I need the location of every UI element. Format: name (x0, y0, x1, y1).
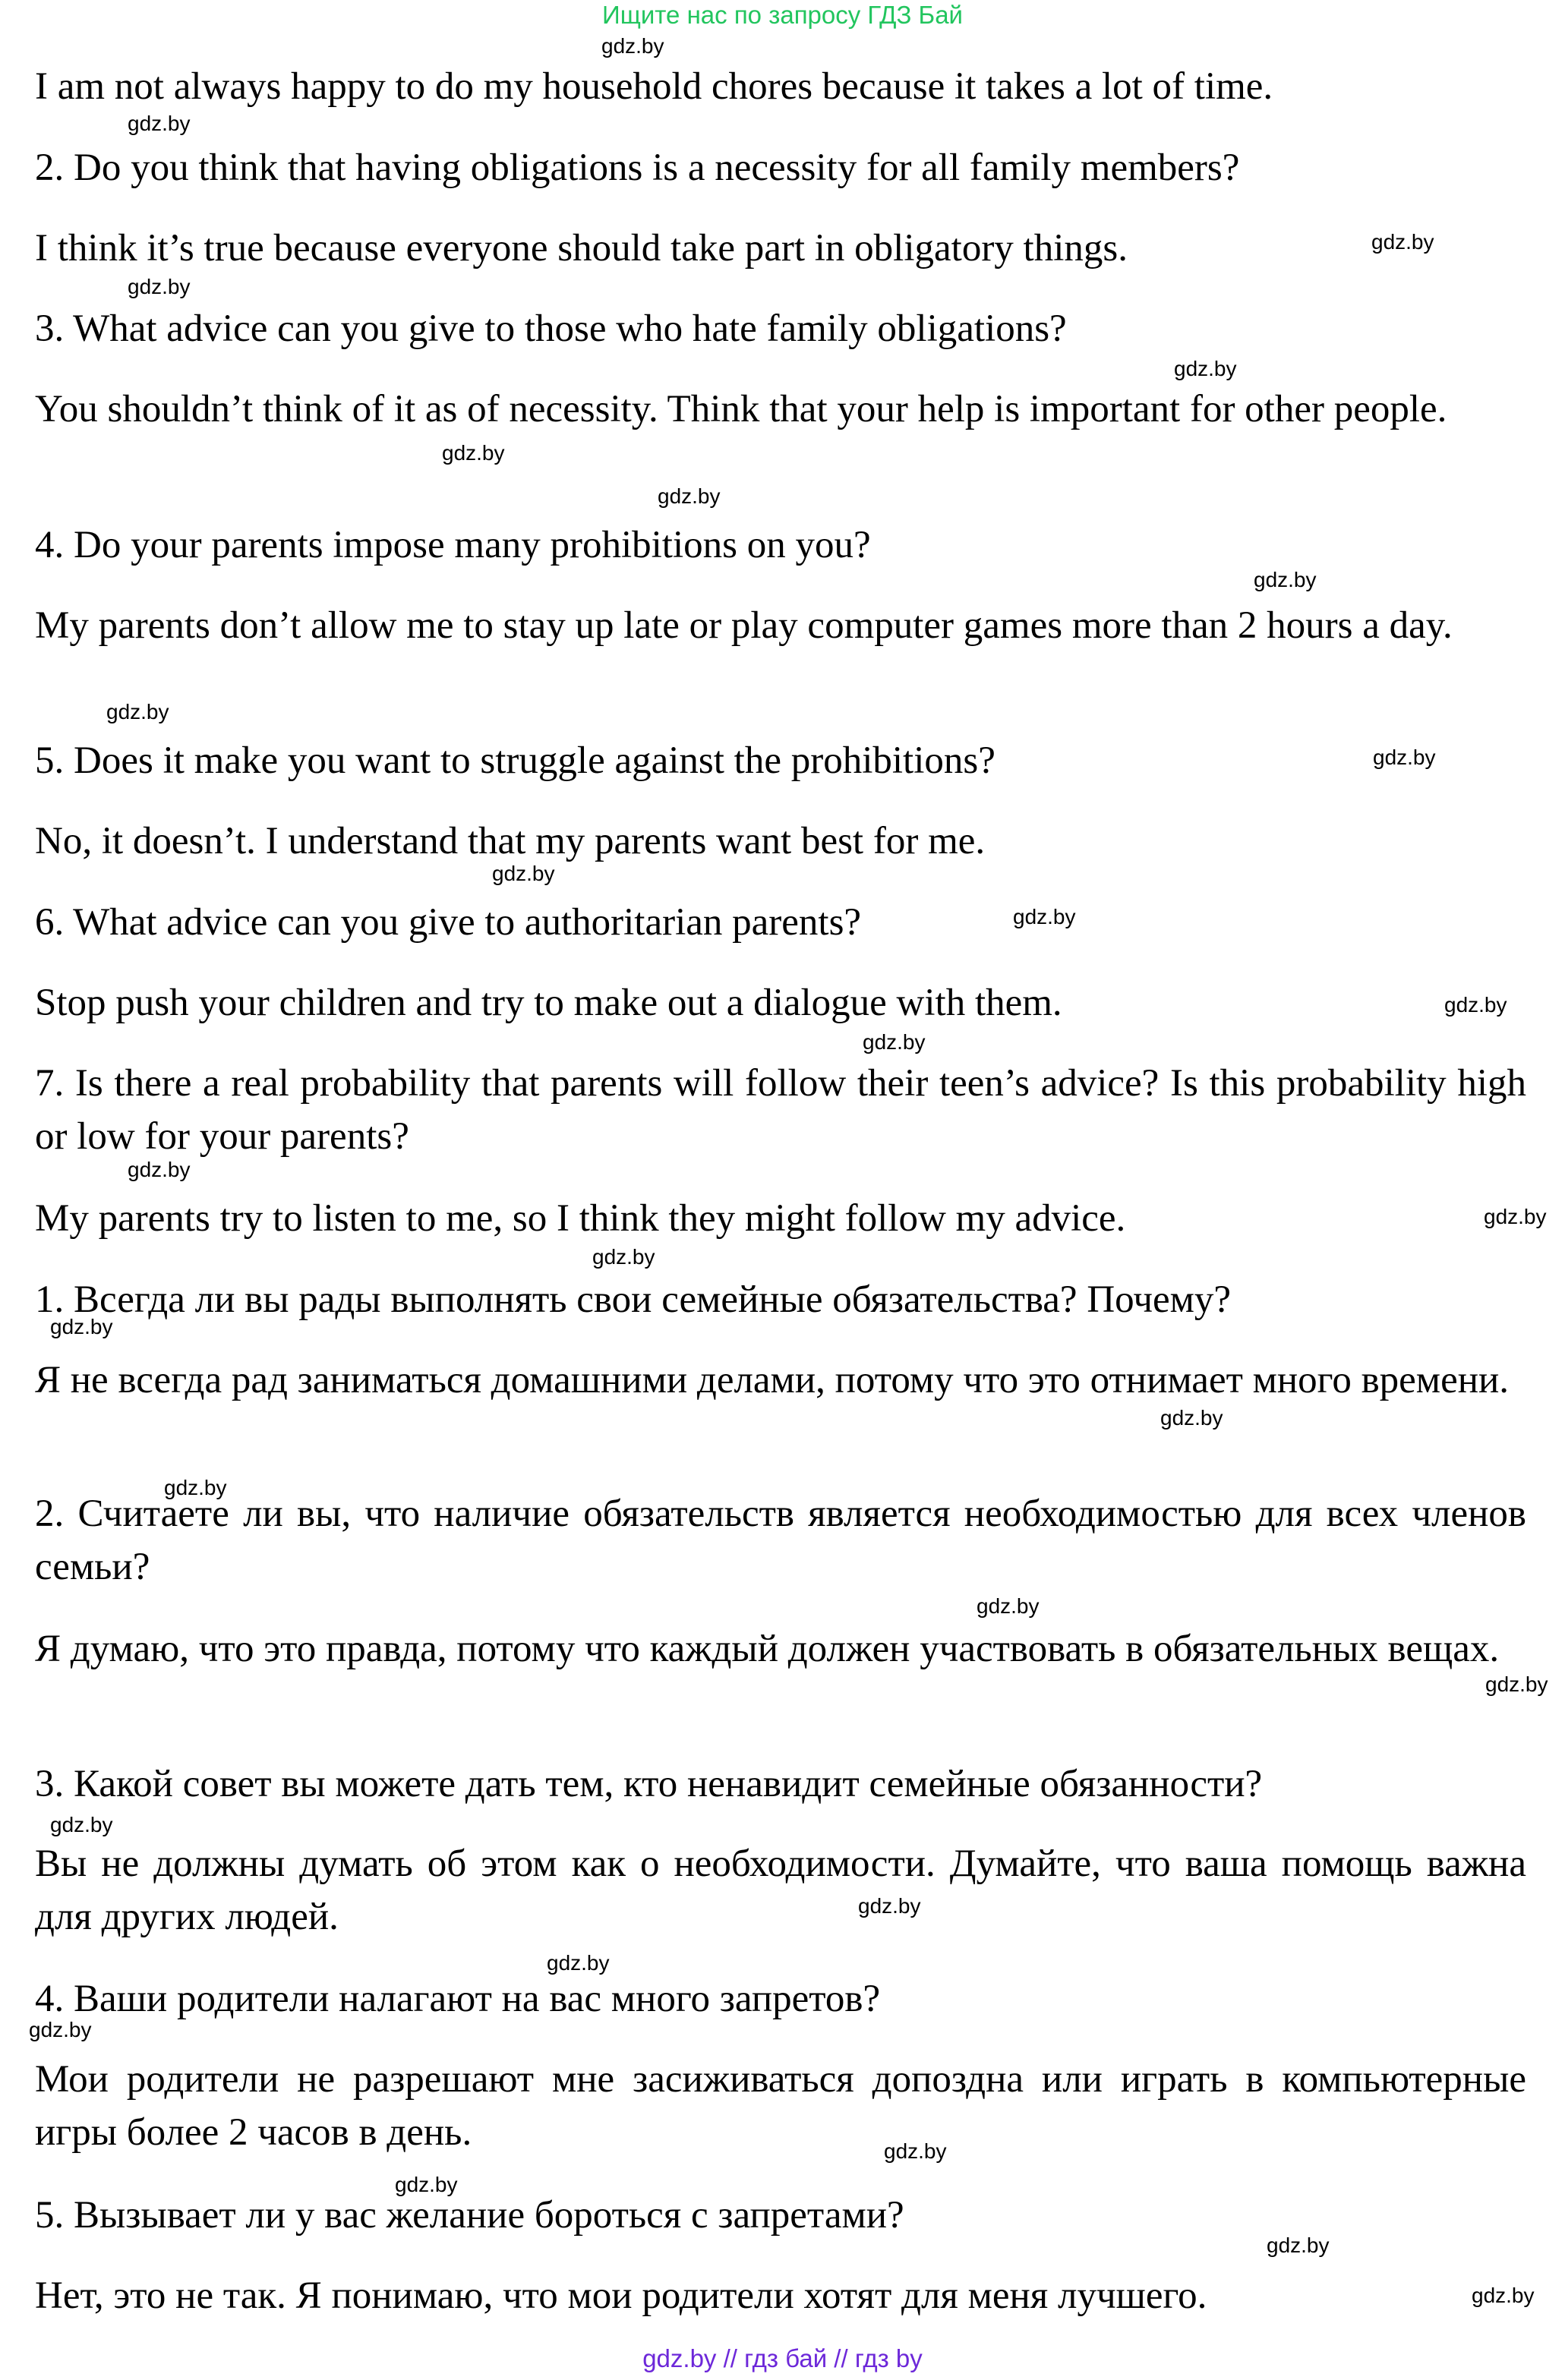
watermark-label: gdz.by (884, 2139, 947, 2163)
watermark-label: gdz.by (128, 1158, 191, 1181)
watermark-label: gdz.by (658, 484, 721, 508)
question-text: 3. What advice can you give to those who hate family obligations? (35, 307, 1067, 350)
watermark-label: gdz.by (1013, 905, 1076, 928)
answer-text: You shouldn’t think of it as of necessity. Think that your help is important for other people. (35, 388, 1447, 430)
footer-links: gdz.by // гдз бай // гдз by (642, 2344, 923, 2372)
watermark-label: gdz.by (1160, 1406, 1223, 1430)
answer-text: Stop push your children and try to make out a dialogue with them. (35, 982, 1062, 1024)
question-text: 6. What advice can you give to authoritarian parents? (35, 901, 862, 944)
answer-text: Мои родители не разрешают мне засиживаться допоздна или играть в компьютерные игры более 2 часов в день. (35, 2058, 1526, 2154)
answer-text: No, it doesn’t. I understand that my parents want best for me. (35, 820, 986, 862)
question-text: 1. Всегда ли вы рады выполнять свои семейные обязательства? Почему? (35, 1278, 1232, 1321)
question-text: 4. Do your parents impose many prohibitions on you? (35, 524, 871, 566)
watermark-label: gdz.by (1484, 1205, 1547, 1228)
watermark-label: gdz.by (1485, 1672, 1548, 1696)
watermark-label: gdz.by (395, 2173, 458, 2196)
watermark-label: gdz.by (863, 1030, 926, 1054)
watermark-label: gdz.by (977, 1594, 1040, 1618)
answer-text: Нет, это не так. Я понимаю, что мои родители хотят для меня лучшего. (35, 2274, 1207, 2317)
watermark-label: gdz.by (492, 862, 555, 885)
watermark-label: gdz.by (601, 34, 664, 58)
watermark-label: gdz.by (164, 1476, 227, 1499)
question-text: 3. Какой совет вы можете дать тем, кто ненавидит семейные обязанности? (35, 1763, 1263, 1805)
question-text: 7. Is there a real probability that parents will follow their teen’s advice? Is this probability high or low for your parents? (35, 1062, 1526, 1158)
watermark-label: gdz.by (547, 1951, 610, 1975)
question-text: 5. Вызывает ли у вас желание бороться с запретами? (35, 2194, 904, 2237)
answer-text: My parents don’t allow me to stay up late or play computer games more than 2 hours a day. (35, 604, 1453, 647)
answer-text: Я не всегда рад заниматься домашними делами, потому что это отнимает много времени. (35, 1359, 1510, 1401)
watermark-label: gdz.by (1254, 568, 1317, 591)
watermark-label: gdz.by (1371, 230, 1434, 254)
watermark-label: gdz.by (29, 2018, 92, 2041)
watermark-label: gdz.by (1373, 746, 1436, 769)
answer-text: Я думаю, что это правда, потому что каждый должен участвовать в обязательных вещах. (35, 1628, 1500, 1670)
watermark-label: gdz.by (128, 275, 191, 298)
watermark-label: gdz.by (1174, 357, 1237, 380)
top-banner: Ищите нас по запросу ГДЗ Бай (602, 1, 963, 29)
question-text: 4. Ваши родители налагают на вас много запретов? (35, 1978, 881, 2020)
watermark-label: gdz.by (858, 1894, 921, 1918)
watermark-label: gdz.by (50, 1813, 113, 1836)
watermark-label: gdz.by (1444, 993, 1507, 1017)
watermark-label: gdz.by (50, 1315, 113, 1338)
answer-text: I think it’s true because everyone should take part in obligatory things. (35, 227, 1128, 270)
watermark-label: gdz.by (442, 441, 505, 465)
watermark-label: gdz.by (106, 700, 169, 723)
watermark-label: gdz.by (592, 1245, 655, 1269)
watermark-label: gdz.by (1267, 2233, 1330, 2257)
watermark-label: gdz.by (128, 112, 191, 135)
answer-text: My parents try to listen to me, so I think they might follow my advice. (35, 1197, 1126, 1240)
question-text: 5. Does it make you want to struggle against the prohibitions? (35, 739, 995, 782)
answer-text: Вы не должны думать об этом как о необходимости. Думайте, что ваша помощь важна для других людей. (35, 1843, 1526, 1938)
answer-text: I am not always happy to do my household chores because it takes a lot of time. (35, 65, 1273, 108)
watermark-label: gdz.by (1472, 2284, 1535, 2307)
question-text: 2. Do you think that having obligations is a necessity for all family members? (35, 147, 1240, 189)
question-text: 2. Считаете ли вы, что наличие обязательств является необходимостью для всех членов семьи? (35, 1493, 1526, 1588)
